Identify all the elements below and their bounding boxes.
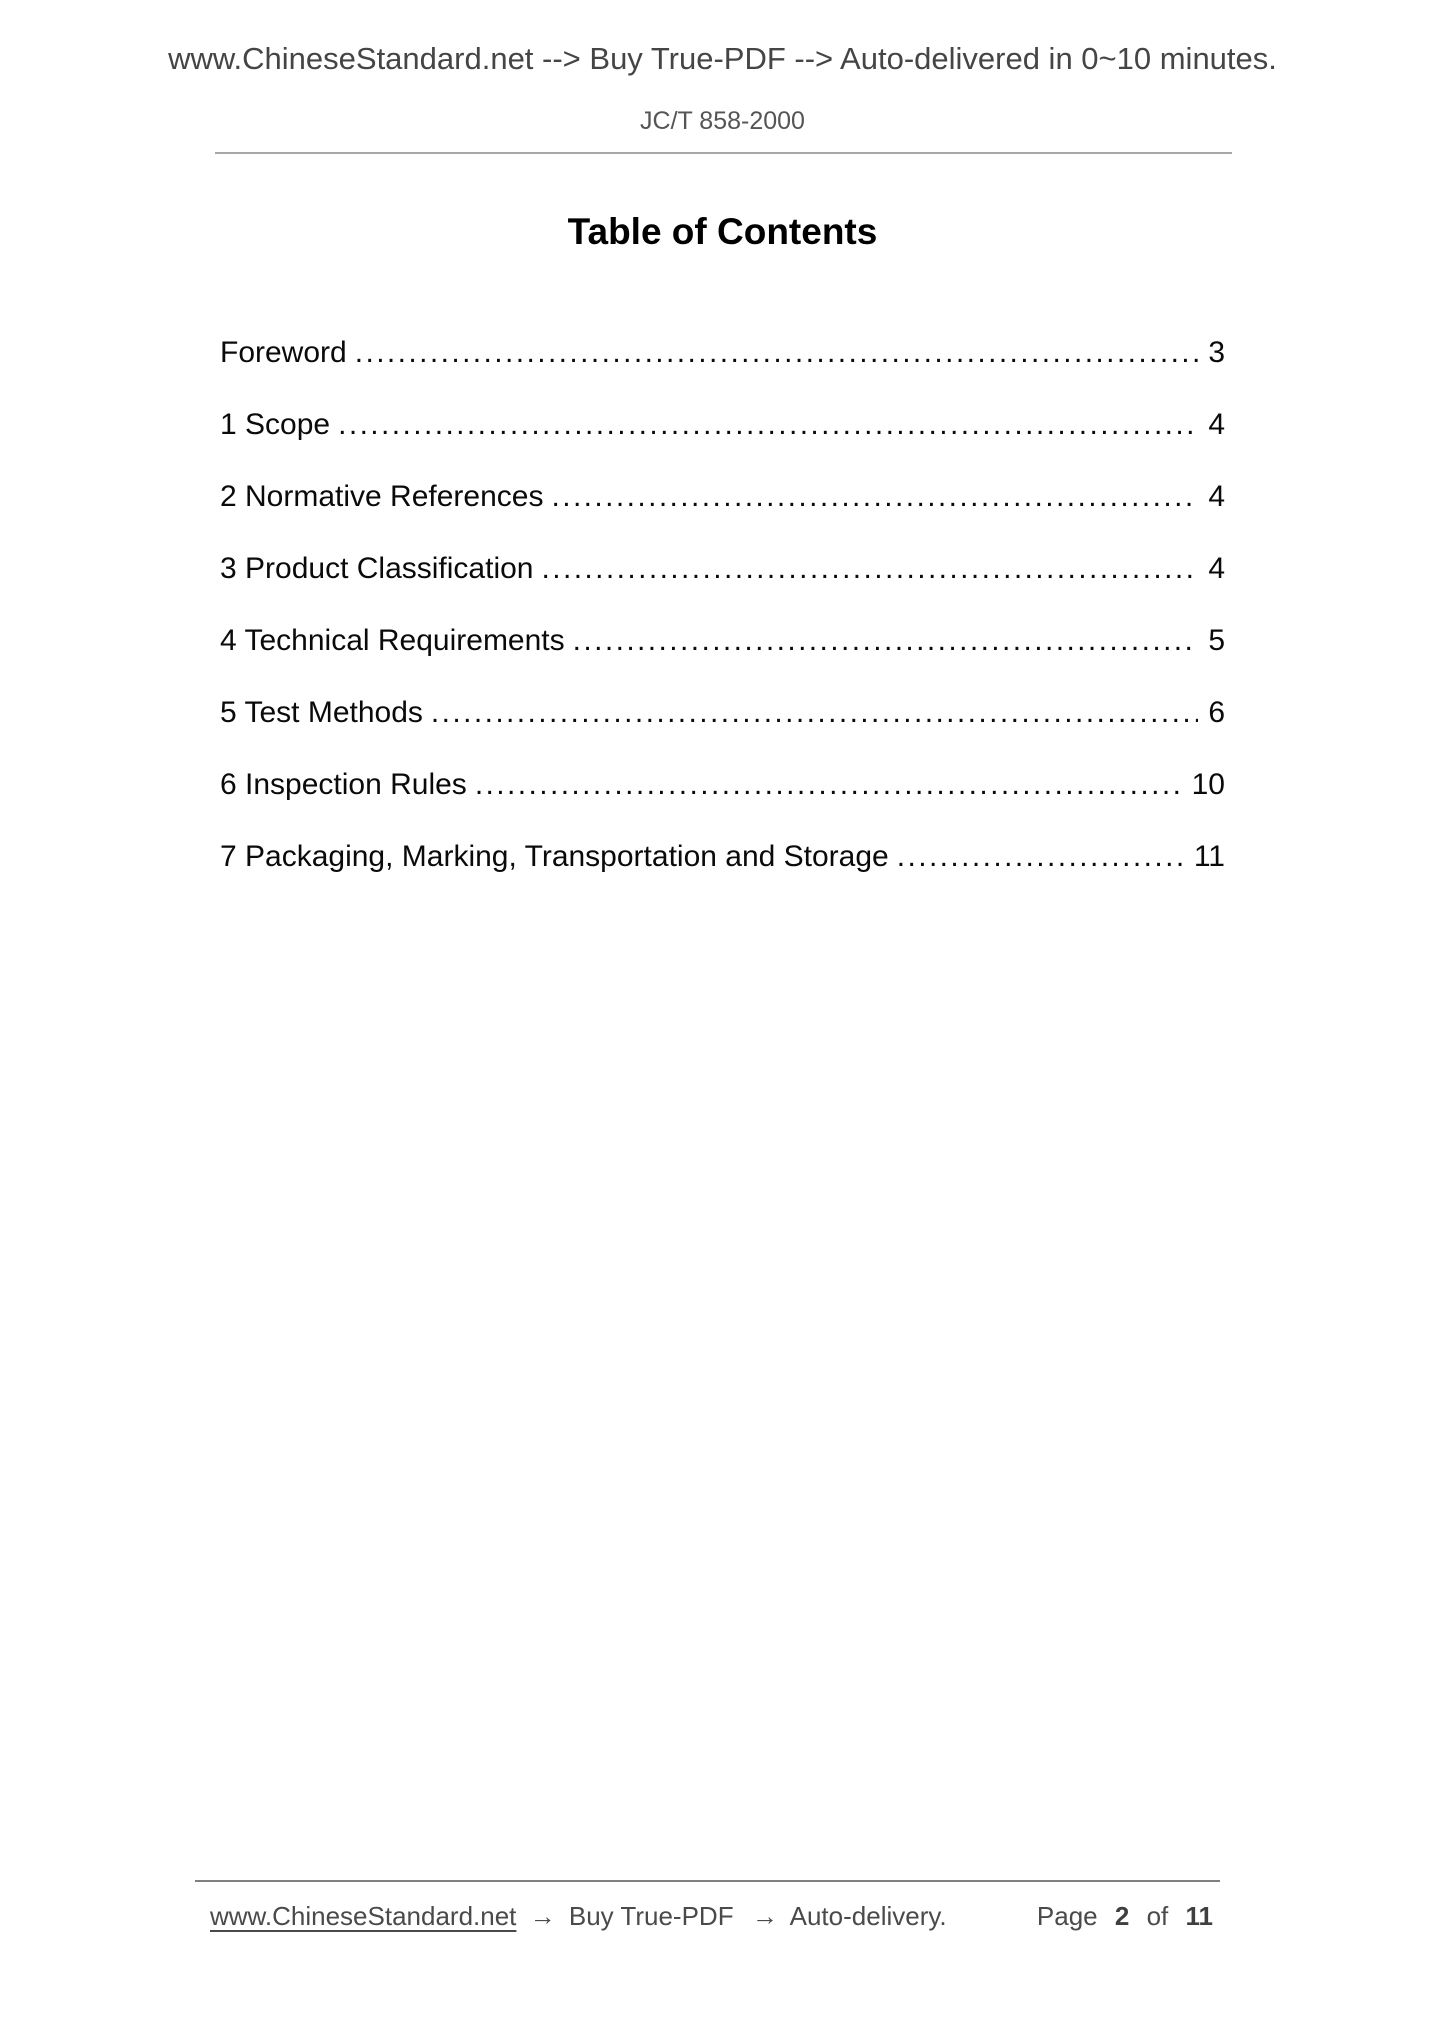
toc-leader-dots <box>541 533 1198 605</box>
toc-entry-label: 5 Test Methods <box>220 696 423 729</box>
toc-entry-label: 3 Product Classification <box>220 552 534 585</box>
toc-entry-page: 4 <box>1208 480 1225 513</box>
footer-buy-text: Buy True-PDF <box>568 1901 734 1931</box>
toc-entry <box>220 389 1225 461</box>
toc-leader-dots <box>573 605 1199 677</box>
page-indicator-label: Page <box>1036 1901 1098 1931</box>
toc-entry-page: 3 <box>1208 336 1225 369</box>
page-total: 11 <box>1185 1901 1213 1931</box>
toc-leader-dots <box>551 461 1198 533</box>
toc-entry-page: 4 <box>1208 408 1225 441</box>
right-arrow-icon: → <box>751 1901 778 1931</box>
toc-leader-dots <box>355 317 1199 389</box>
toc-entry-label: 4 Technical Requirements <box>220 624 565 657</box>
footer-delivery-text: Auto-delivery. <box>789 1901 947 1931</box>
right-arrow-icon: → <box>529 1901 556 1931</box>
toc-entry-label: 7 Packaging, Marking, Transportation and Storage <box>220 840 889 873</box>
toc-entry <box>220 749 1225 821</box>
toc-entry-page: 10 <box>1191 768 1225 801</box>
page-title: Table of Contents <box>567 211 878 252</box>
toc-entry-label: 6 Inspection Rules <box>220 768 467 801</box>
toc-leader-dots <box>431 677 1198 749</box>
footer-divider <box>195 1880 1220 1882</box>
toc-entry-page: 5 <box>1208 624 1225 657</box>
page-indicator <box>1032 1899 1218 1933</box>
page-current: 2 <box>1114 1901 1130 1931</box>
footer-left <box>210 1899 952 1933</box>
toc-entry-page: 11 <box>1193 840 1225 873</box>
footer <box>210 1899 1218 1933</box>
toc-entry <box>220 533 1225 605</box>
toc-entry <box>220 317 1225 389</box>
table-of-contents <box>220 317 1225 893</box>
toc-entry <box>220 821 1225 893</box>
toc-entry <box>220 605 1225 677</box>
toc-entry <box>220 461 1225 533</box>
footer-site-link[interactable]: www.ChineseStandard.net <box>210 1901 517 1931</box>
toc-entry-page: 4 <box>1208 552 1225 585</box>
page-indicator-separator: of <box>1146 1901 1169 1931</box>
toc-entry-page: 6 <box>1208 696 1225 729</box>
toc-leader-dots <box>338 389 1198 461</box>
toc-leader-dots <box>475 749 1182 821</box>
toc-entry-label: Foreword <box>220 336 347 369</box>
header-banner: www.ChineseStandard.net --> Buy True-PDF --> Auto-delivered in 0~10 minutes. <box>168 41 1277 76</box>
toc-entry-label: 1 Scope <box>220 408 331 441</box>
toc-entry <box>220 677 1225 749</box>
toc-leader-dots <box>897 821 1184 893</box>
document-code: JC/T 858-2000 <box>640 107 805 135</box>
toc-entry-label: 2 Normative References <box>220 480 544 513</box>
header-divider <box>215 152 1232 154</box>
